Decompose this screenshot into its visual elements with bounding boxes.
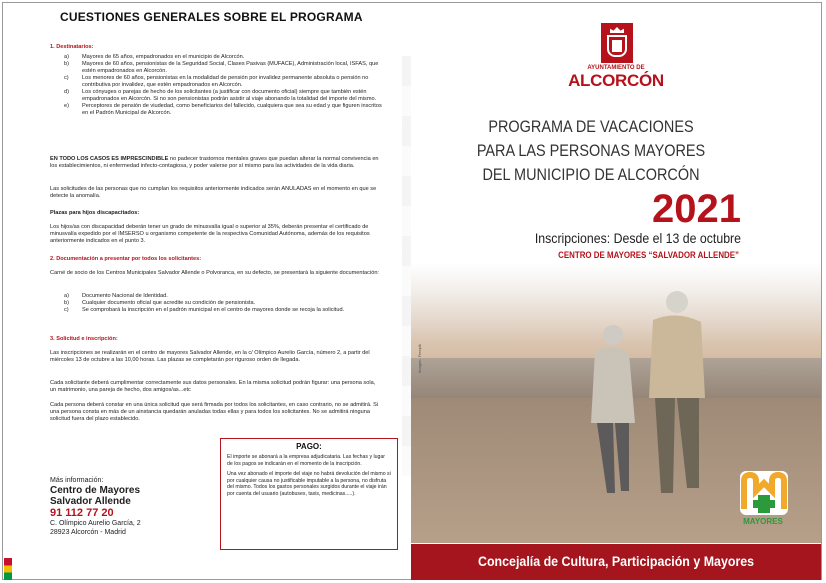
- inscripcion-paragraph-1: Las inscripciones se realizarán en el centro de mayores Salvador Allende, en la c/ Olímpico Aurelio García, número 2, a partir del miércoles 13 de octubre a las 10,00 horas. Las plazas se completarán por riguroso orden de llegada.: [50, 350, 370, 363]
- mayores-logo-icon: [740, 471, 788, 515]
- contact-phone[interactable]: 91 112 77 20: [50, 507, 114, 519]
- pago-paragraph-2: Una vez abonado el importe del viaje no habrá devolución del mismo si por cualquier causa no justificable imputable a la persona, no disfruta del mismo. Todos los gastos personales surgidos durante el viaje irán por cuenta del usuario (autobuses, taxis, medicinas.....).: [227, 471, 391, 497]
- elderly-woman-figure: [581, 323, 641, 503]
- right-panel: [411, 3, 821, 580]
- contact-centro: Centro de Mayores: [50, 485, 141, 496]
- contact-nombre: Salvador Allende: [50, 496, 131, 507]
- alcorcon-coat-of-arms-icon: [601, 23, 633, 63]
- cover-title-line-2: PARA LAS PERSONAS MAYORES: [476, 141, 706, 160]
- elderly-man-figure: [641, 288, 711, 503]
- plazas-heading: Plazas para hijos discapacitados:: [50, 210, 140, 216]
- list-item: a) Mayores de 65 años, empadronados en el municipio de Alcorcón.: [64, 54, 245, 60]
- mayores-label: MAYORES: [743, 517, 783, 526]
- pago-heading: PAGO:: [296, 442, 322, 451]
- contact-street: C. Olímpico Aurelio García, 2: [50, 520, 141, 527]
- list-item: d) Los cónyuges o parejas de hecho de los solicitantes (a justificar con documento oficial) siempre que también estén empadronados en Alcorcón. Si no son pensionistas podrán asistir al viaje abonando la totalidad del importe del mismo.: [64, 89, 377, 102]
- ayuntamiento-label: AYUNTAMIENTO DE: [587, 65, 645, 71]
- carnet-paragraph: Carné de socio de los Centros Municipales Salvador Allende o Polvoranca, en su defecto, se presentará la siguiente documentación:: [50, 270, 379, 276]
- list-item: c) Se comprobará la inscripción en el padrón municipal en el centro de mayores donde se recoja la solicitud.: [64, 307, 345, 313]
- section-heading-1: 1. Destinatarios:: [50, 44, 94, 50]
- list-item: b) Cualquier documento oficial que acredite su condición de pensionista.: [64, 300, 256, 306]
- pago-paragraph-1: El importe se abonará a la empresa adjudicataria. Las fechas y lugar de los pagos se indicarán en el momento de la inscripción.: [227, 454, 386, 467]
- image-credit: Imagen: Freepik: [417, 344, 422, 373]
- list-item: b) Mayores de 60 años, pensionistas de la Seguridad Social, Clases Pasivas (MUFACE), Administración local, ISFAS, que estén empadronados en Alcorcón.: [64, 61, 379, 74]
- documents-list: [50, 293, 382, 314]
- contact-info: [50, 476, 200, 537]
- cover-title-line-1: PROGRAMA DE VACACIONES: [488, 117, 694, 136]
- left-panel: [30, 6, 391, 576]
- list-item: e) Perceptores de pensión de viudedad, como beneficiarios del fallecido, cualquiera que sea su edad y que figuren inscritos en el Padrón Municipal de Alcorcón.: [64, 103, 382, 116]
- inscripcion-paragraph-3: Cada persona deberá constar en una única solicitud que será firmada por todos los solicitantes, en caso contrario, no se admitirá. Si una persona consta en más de un ainstancia quedarán anuladas todas ellas y para todos los solicitantes. No se admitirá ninguna solicitud fuera del plazo establecido.: [50, 402, 379, 422]
- inscripcion-paragraph-2: Cada solicitante deberá cumplimentar correctamente sus datos personales. En la misma solicitud podrán figurar: una persona sola, un matrimonio, una pareja de hecho, dos amigos/as...etc: [50, 380, 376, 393]
- flag-bar: [4, 558, 12, 580]
- centro-label: CENTRO DE MAYORES “SALVADOR ALLENDE”: [558, 250, 739, 260]
- footer-band: [411, 544, 821, 580]
- cover-title-line-3: DEL MUNICIPIO DE ALCORCÓN: [482, 165, 700, 184]
- mayores-logo: [734, 471, 792, 533]
- inscripciones-date: Inscripciones: Desde el 13 de octubre: [534, 230, 741, 246]
- footer-band-text: Concejalía de Cultura, Participación y Mayores: [477, 554, 755, 569]
- contact-city: 28923 Alcorcón - Madrid: [50, 529, 126, 536]
- anuladas-paragraph: Las solicitudes de las personas que no cumplan los requisitos anteriormente indicados serán ANULADAS en el momento en que se detecte la anomalía.: [50, 186, 377, 199]
- contact-heading: Más información:: [50, 477, 104, 484]
- section-heading-3: 3. Solicitud e inscripción:: [50, 336, 118, 342]
- list-item: a) Documento Nacional de Identidad.: [64, 293, 168, 299]
- list-item: c) Los menores de 60 años, pensionistas en la modalidad de pensión por invalidez permanente absoluta o pensión no contributiva por invalidez, que estén empadronados en Alcorcón.: [64, 75, 369, 88]
- pago-box: [220, 438, 398, 550]
- plazas-paragraph: Los hijos/as con discapacidad deberán tener un grado de minusvalía igual o superior al 35%, deberán presentar el certificado de minusvalía expedido por el IMSERSO u organismo competente de la respectiva Comunidad Autónoma, además de los requisitos anteriormente indicados en el punto 3.: [50, 224, 370, 244]
- requirements-paragraph: EN TODO LOS CASOS ES IMPRESCINDIBLE no padecer trastornos mentales graves que puedan alterar la normal convivencia en los establecimientos, ni enfermedad infecto-contagiosa, y poder valerse por sí mismo para las actividades de la vida diaria.: [50, 156, 379, 169]
- left-title: CUESTIONES GENERALES SOBRE EL PROGRAMA: [60, 10, 363, 24]
- cover-title: [464, 115, 719, 187]
- destinatarios-section: [50, 44, 382, 117]
- cover-year: 2021: [652, 187, 741, 231]
- section-heading-2: 2. Documentación a presentar por todos los solicitantes:: [50, 256, 202, 262]
- alcorcon-label: ALCORCÓN: [568, 71, 664, 90]
